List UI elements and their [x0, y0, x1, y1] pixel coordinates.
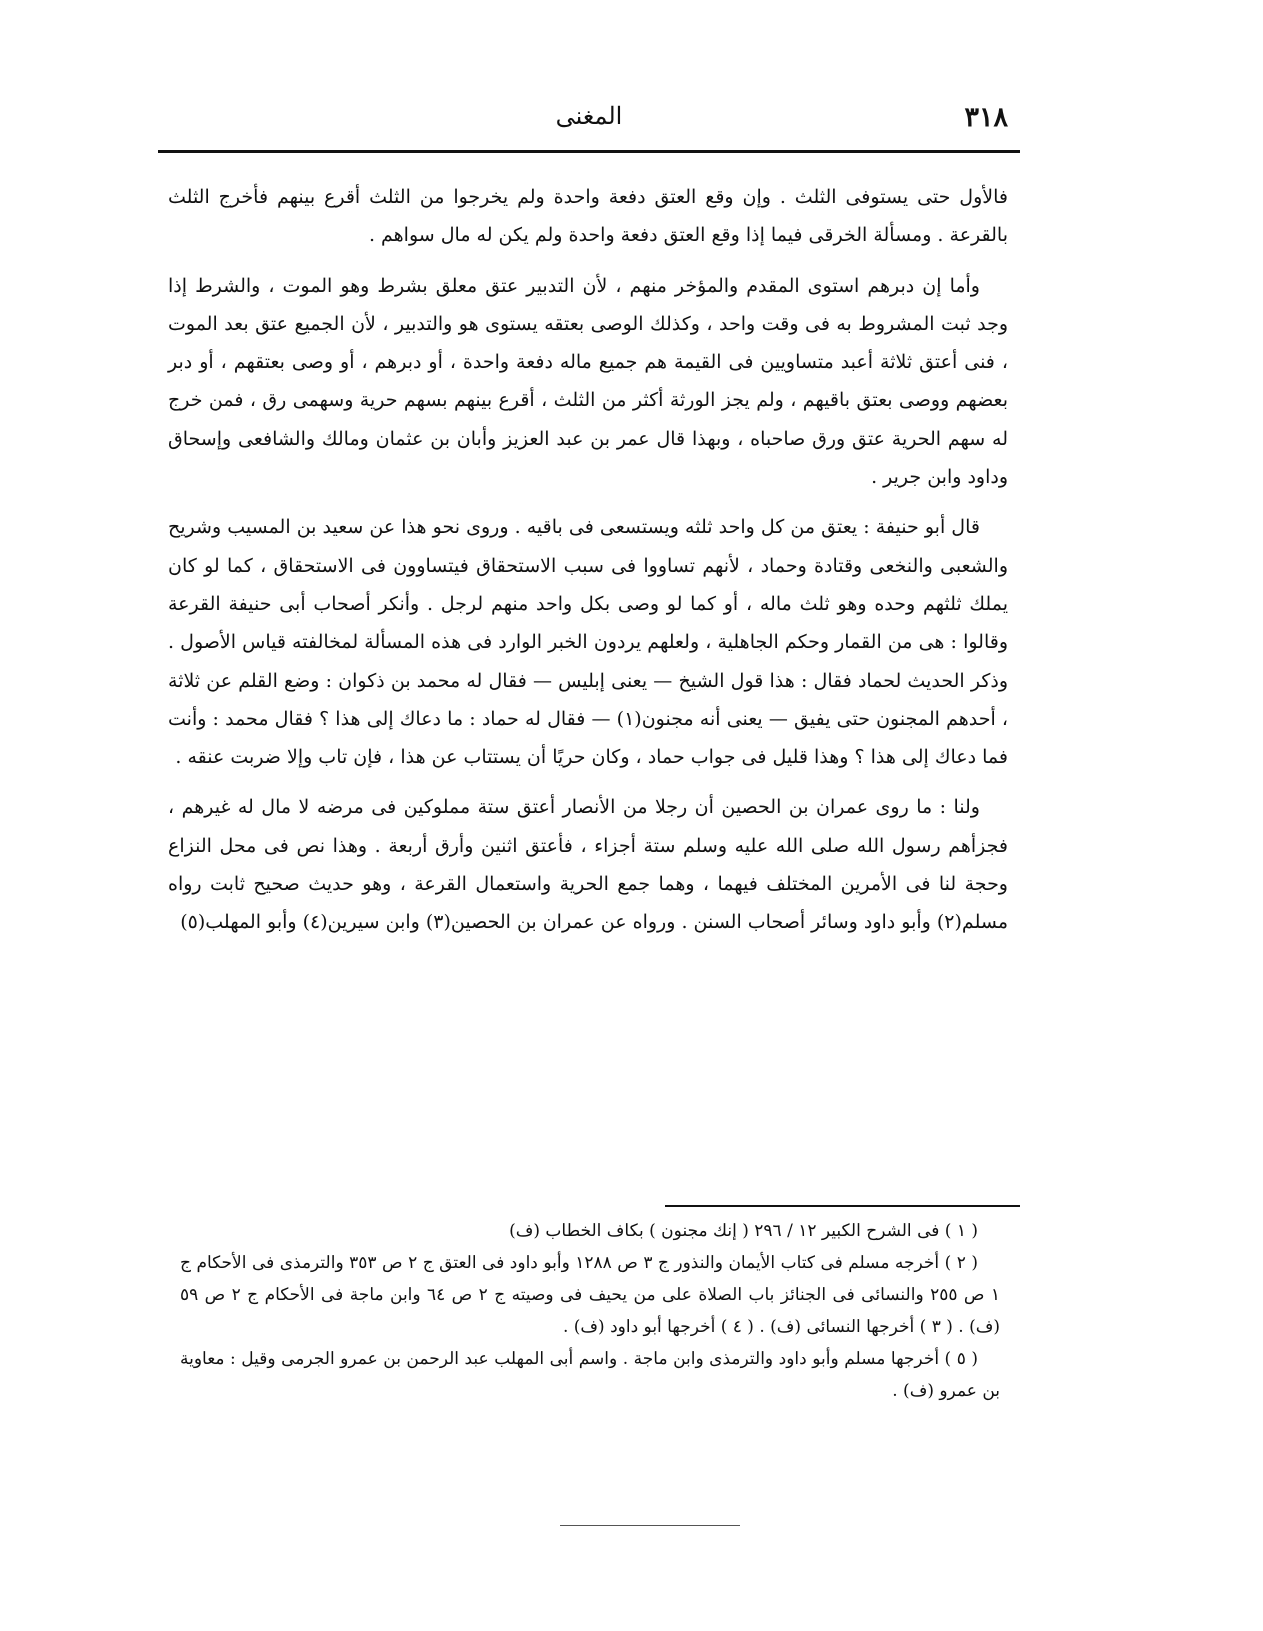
footnote-5: ( ٥ ) أخرجها مسلم وأبو داود والترمذى وابن ماجة . واسم أبى المهلب عبد الرحمن بن عمرو الجرمى وقيل : معاوية بن عمرو (ف) .	[180, 1349, 1000, 1401]
paragraph-4: ولنا : ما روى عمران بن الحصين أن رجلا من الأنصار أعتق ستة مملوكين فى مرضه لا مال له غيرهم ، فجزأهم رسول الله صلى الله عليه وسلم ستة أجزاء ، فأعتق اثنين وأرق أربعة . وهذا نص فى محل النزاع وحجة لنا فى الأمرين المختلف فيهما ، وهما جمع الحرية واستعمال القرعة ، وهو حديث صحيح ثابت رواه مسلم(٢) وأبو داود وسائر أصحاب السنن . ورواه عن عمران بن الحصين(٣) وابن سيرين(٤) وأبو المهلب(٥)	[168, 796, 1008, 934]
footnote-1: ( ١ ) فى الشرح الكبير ١٢ / ٢٩٦ ( إنك مجنون ) بكاف الخطاب (ف)	[509, 1221, 978, 1241]
footnotes	[180, 1215, 1000, 1407]
header-rule	[158, 150, 1020, 153]
footnote-2: ( ٢ ) أخرجه مسلم فى كتاب الأيمان والنذور ج ٣ ص ١٢٨٨ وأبو داود فى العتق ج ٢ ص ٣٥٣ والترمذى فى الأحكام ج ١ ص ٢٥٥ والنسائى فى الجنائز باب الصلاة على من يحيف فى وصيته ج ٢ ص ٦٤ وابن ماجة فى الأحكام ج ٢ ص ٥٩ (ف) . ( ٣ ) أخرجها النسائى (ف) . ( ٤ ) أخرجها أبو داود (ف) .	[180, 1253, 1000, 1337]
main-text	[168, 178, 1008, 954]
paragraph-2: وأما إن دبرهم استوى المقدم والمؤخر منهم ، لأن التدبير عتق معلق بشرط وهو الموت ، والشرط إذا وجد ثبت المشروط به فى وقت واحد ، وكذلك الوصى بعتقه يستوى هو والتدبير ، لأن الجميع عتق بعد الموت ، فنى أعتق ثلاثة أعبد متساويين فى القيمة هم جميع ماله دفعة واحدة ، أو دبرهم ، أو وصى بعتقهم ، أو دبر بعضهم ووصى بعتق باقيهم ، ولم يجز الورثة أكثر من الثلث ، أقرع بينهم بسهم حرية وسهمى رق ، فمن خرج له سهم الحرية عتق ورق صاحباه ، وبهذا قال عمر بن عبد العزيز وأبان بن عثمان ومالك والشافعى وإسحاق وداود وابن جرير .	[168, 274, 1008, 489]
bottom-rule	[560, 1525, 740, 1526]
page-header	[158, 100, 1020, 150]
paragraph-3: قال أبو حنيفة : يعتق من كل واحد ثلثه ويستسعى فى باقيه . وروى نحو هذا عن سعيد بن المسيب وشريح والشعبى والنخعى وقتادة وحماد ، لأنهم تساووا فى سبب الاستحقاق فيتساوون فى الاستحقاق ، كما لو كان يملك ثلثهم وحده وهو ثلث ماله ، أو كما لو وصى بكل واحد منهم لرجل . وأنكر أصحاب أبى حنيفة القرعة وقالوا : هى من القمار وحكم الجاهلية ، ولعلهم يردون الخبر الوارد فى هذه المسألة لمخالفته قياس الأصول . وذكر الحديث لحماد فقال : هذا قول الشيخ — يعنى إبليس — فقال له محمد بن ذكوان : وضع القلم عن ثلاثة ، أحدهم المجنون حتى يفيق — يعنى أنه مجنون(١) — فقال له حماد : ما دعاك إلى هذا ؟ فقال محمد : وأنت فما دعاك إلى هذا ؟ وهذا قليل فى جواب حماد ، وكان حريًا أن يستتاب عن هذا ، فإن تاب وإلا ضربت عنقه .	[168, 516, 1009, 769]
paragraph-1: فالأول حتى يستوفى الثلث . وإن وقع العتق دفعة واحدة ولم يخرجوا من الثلث أقرع بينهم فأخرج الثلث بالقرعة . ومسألة الخرقى فيما إذا وقع العتق دفعة واحدة ولم يكن له مال سواهم .	[168, 186, 1008, 247]
page-number: ٣١٨	[964, 102, 1008, 133]
running-title: المغنى	[555, 102, 623, 130]
footnote-rule	[665, 1205, 1020, 1207]
